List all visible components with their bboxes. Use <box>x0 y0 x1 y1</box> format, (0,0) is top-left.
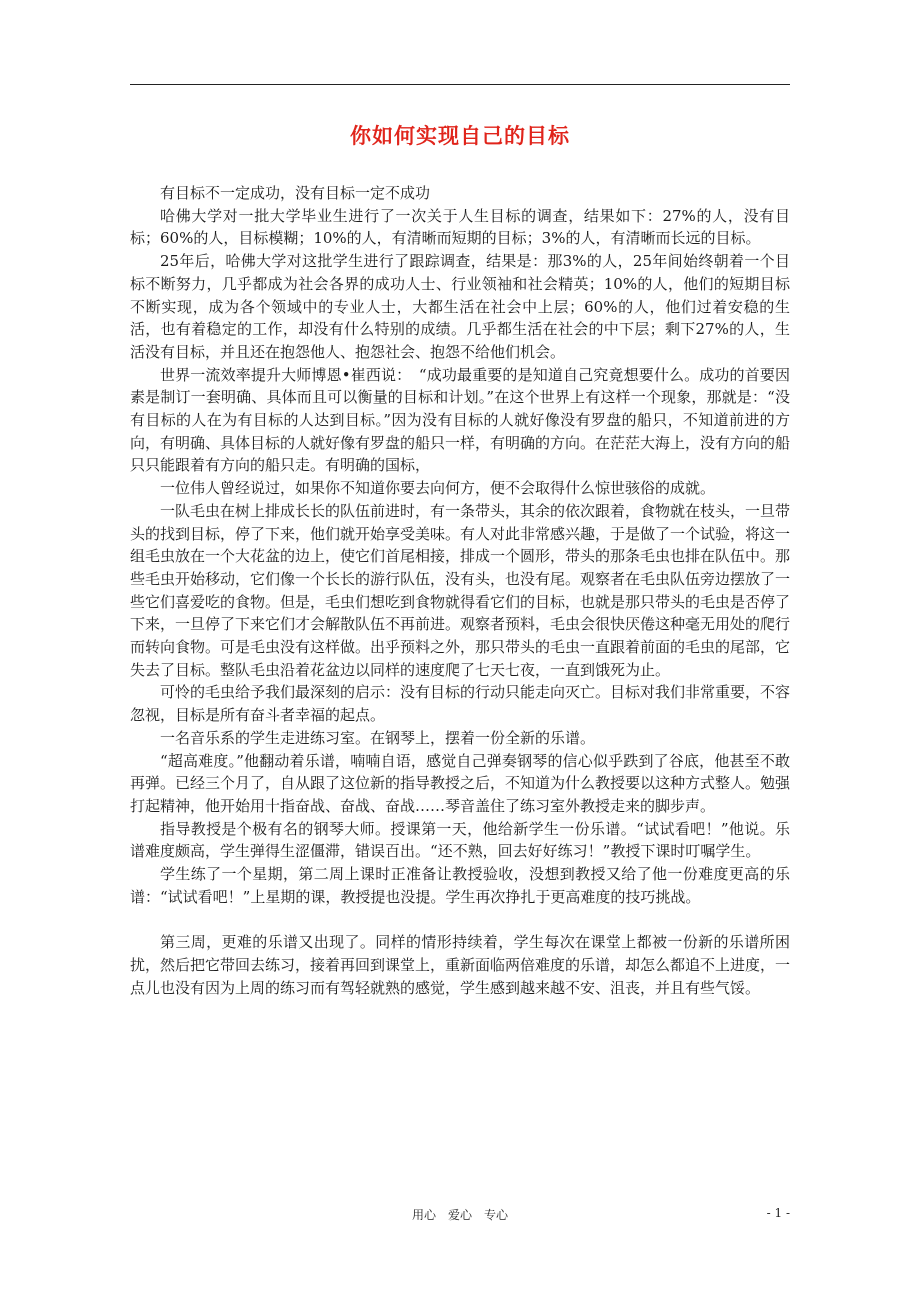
paragraph: 一位伟人曾经说过，如果你不知道你要去向何方，便不会取得什么惊世骇俗的成就。 <box>160 479 716 498</box>
paragraph: 指导教授是个极有名的钢琴大师。授课第一天，他给新学生一份乐谱。“试试看吧！”他说。乐谱难度颇高，学生弹得生涩僵滞，错误百出。“还不熟，回去好好练习！”教授下课时叮嘱学生。 <box>130 819 790 861</box>
page-number: - 1 - <box>766 1206 790 1220</box>
footer-motto: 用心 爱心 专心 <box>411 1208 508 1222</box>
header-rule <box>130 84 790 85</box>
document-title: 你如何实现自己的目标 <box>350 124 570 148</box>
document-body <box>130 182 790 999</box>
paragraph: 25年后，哈佛大学对这批学生进行了跟踪调查，结果是：那3%的人，25年间始终朝着一个目标不断努力，几乎都成为社会各界的成功人士、行业领袖和社会精英；10%的人，他们的短期目标不断实现，成为各个领域中的专业人士，大都生活在社会中上层；60%的人，他们过着安稳的生活，也有着稳定的工作，却没有什么特别的成绩。几乎都生活在社会的中下层；剩下27%的人，生活没有目标，并且还在抱怨他人、抱怨社会、抱怨不给他们机会。 <box>130 252 790 361</box>
paragraph: 第三周，更难的乐谱又出现了。同样的情形持续着，学生每次在课堂上都被一份新的乐谱所困扰，然后把它带回去练习，接着再回到课堂上，重新面临两倍难度的乐谱，却怎么都追不上进度，一点儿也没有因为上周的练习而有驾轻就熟的感觉，学生感到越来越不安、沮丧，并且有些气馁。 <box>130 933 791 997</box>
paragraph: “超高难度。”他翻动着乐谱，喃喃自语，感觉自己弹奏钢琴的信心似乎跌到了谷底，他甚至不敢再弹。已经三个月了，自从跟了这位新的指导教授之后，不知道为什么教授要以这种方式整人。勉强打起精神，他开始用十指奋战、奋战、奋战……琴音盖住了练习室外教授走来的脚步声。 <box>130 751 791 815</box>
paragraph-subtitle: 有目标不一定成功，没有目标一定不成功 <box>160 184 431 202</box>
paragraph: 一队毛虫在树上排成长长的队伍前进时，有一条带头，其余的依次跟着，食物就在枝头，一旦带头的找到目标，停了下来，他们就开始享受美味。有人对此非常感兴趣，于是做了一个试验，将这一组毛虫放在一个大花盆的边上，使它们首尾相接，排成一个圆形，带头的那条毛虫也排在队伍中。那些毛虫开始移动，它们像一个长长的游行队伍，没有头，也没有尾。观察者在毛虫队伍旁边摆放了一些它们喜爱吃的食物。但是，毛虫们想吃到食物就得看它们的目标，也就是那只带头的毛虫是否停了下来，一旦停了下来它们才会解散队伍不再前进。观察者预料，毛虫会很快厌倦这种毫无用处的爬行而转向食物。可是毛虫没有这样做。出乎预料之外，那只带头的毛虫一直跟着前面的毛虫的尾部，它失去了目标。整队毛虫沿着花盆边以同样的速度爬了七天七夜，一直到饿死为止。 <box>130 501 791 679</box>
paragraph: 学生练了一个星期，第二周上课时正准备让教授验收，没想到教授又给了他一份难度更高的乐谱：“试试看吧！”上星期的课，教授提也没提。学生再次挣扎于更高难度的技巧挑战。 <box>130 865 790 906</box>
paragraph: 一名音乐系的学生走进练习室。在钢琴上，摆着一份全新的乐谱。 <box>160 728 596 747</box>
paragraph: 可怜的毛虫给予我们最深刻的启示：没有目标的行动只能走向灭亡。目标对我们非常重要，不容忽视，目标是所有奋斗者幸福的起点。 <box>130 683 791 725</box>
paragraph: 哈佛大学对一批大学毕业生进行了一次关于人生目标的调查，结果如下：27%的人，没有目标；60%的人，目标模糊；10%的人，有清晰而短期的目标；3%的人，有清晰而长远的目标。 <box>130 206 790 248</box>
paragraph: 世界一流效率提升大师博恩•崔西说： “成功最重要的是知道自己究竟想要什么。成功的首要因素是制订一套明确、具体而且可以衡量的目标和计划。”在这个世界上有这样一个现象，那就是：“没有目标的人在为有目标的人达到目标。”因为没有目标的人就好像没有罗盘的船只，不知道前进的方向，有明确、具体目标的人就好像有罗盘的船只一样，有明确的方向。在茫茫大海上，没有方向的船只只能跟着有方向的船只走。有明确的国标， <box>130 365 791 475</box>
